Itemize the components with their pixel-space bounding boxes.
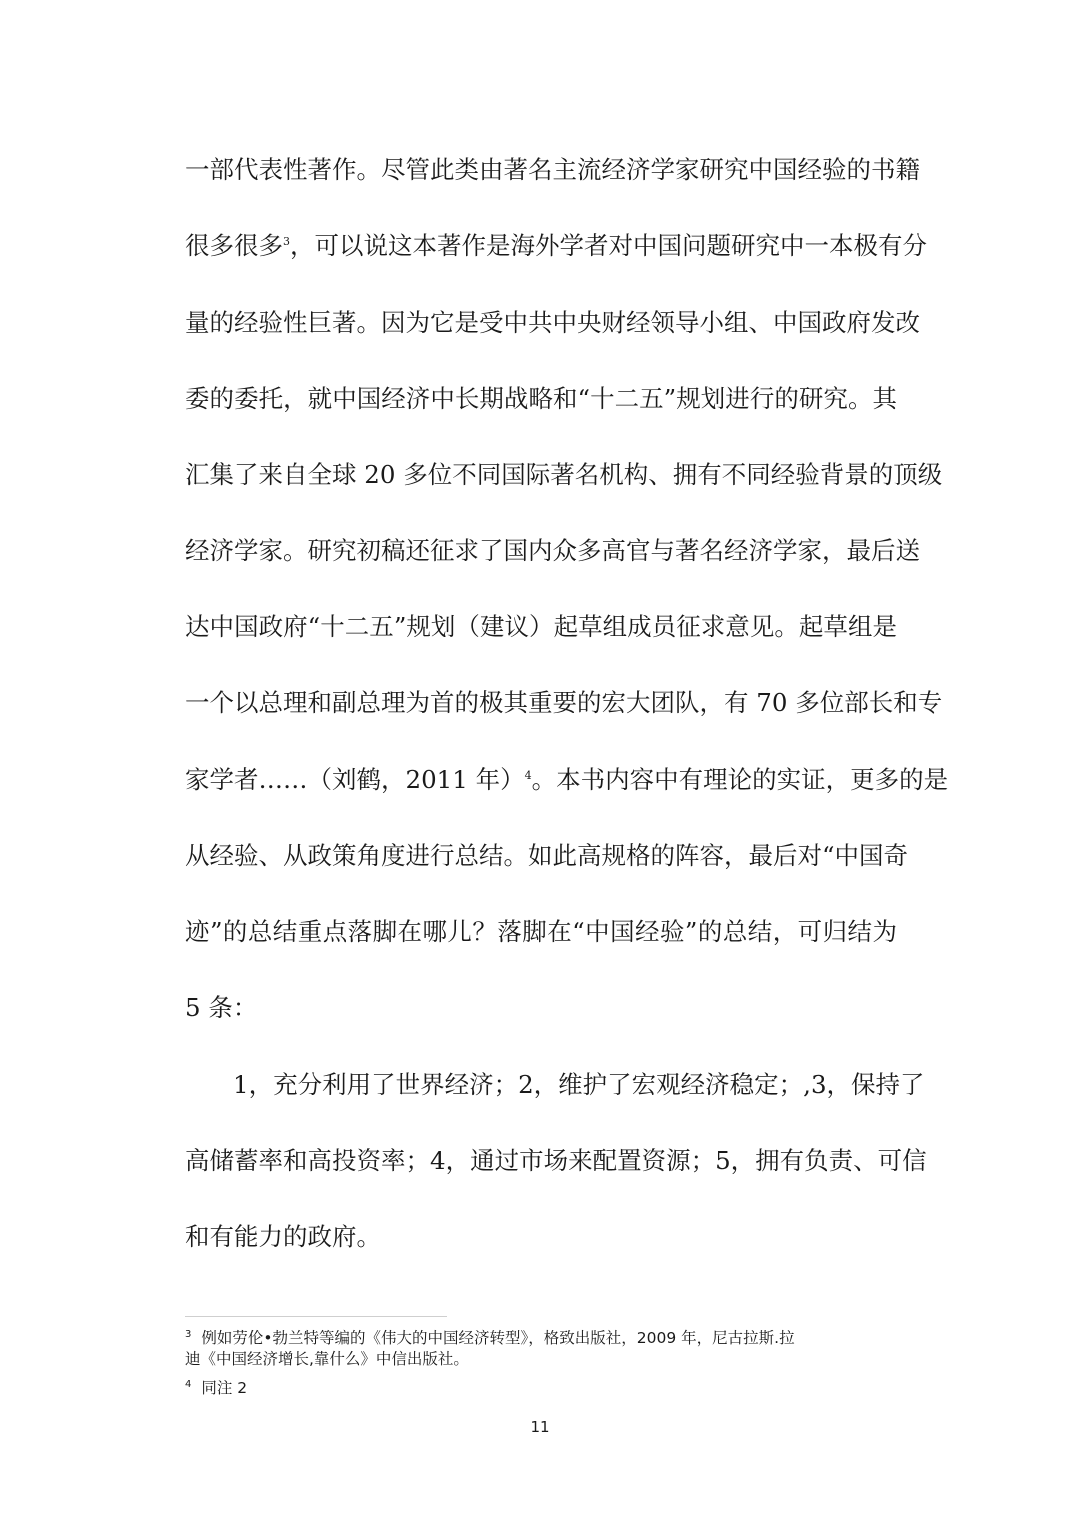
body-text-line: 一个以总理和副总理为首的极其重要的宏大团队，有 70 多位部长和专 — [185, 688, 943, 717]
body-text-line: 家学者……（刘鹤，2011 年）$^4$。本书内容中有理论的实证，更多的是 — [185, 765, 949, 794]
body-text-line: 量的经验性巨著。因为它是受中共中央财经领导小组、中国政府发改 — [185, 308, 920, 337]
list-paragraph-line: 和有能力的政府。 — [185, 1222, 381, 1251]
footnote-ref[interactable]: 3 — [283, 234, 290, 248]
body-text-line: 一部代表性著作。尽管此类由著名主流经济学家研究中国经验的书籍 — [185, 155, 920, 184]
body-text-line: 5 条： — [185, 993, 258, 1022]
body-text-line: 从经验、从政策角度进行总结。如此高规格的阵容，最后对“中国奇 — [185, 841, 909, 870]
footnote-4: $^4$ 同注 2 — [185, 1378, 248, 1397]
footnote-mark: 3 — [185, 1328, 192, 1340]
footnote-ref[interactable]: 4 — [524, 768, 532, 782]
list-paragraph-line: 高储蓄率和高投资率；4，通过市场来配置资源；5，拥有负责、可信 — [185, 1146, 927, 1175]
body-text-line: 经济学家。研究初稿还征求了国内众多高官与著名经济学家，最后送 — [185, 536, 920, 565]
page-number: 11 — [530, 1418, 550, 1436]
body-text-line: 达中国政府“十二五”规划（建议）起草组成员征求意见。起草组是 — [185, 612, 897, 641]
body-text-line: 委的委托，就中国经济中长期战略和“十二五”规划进行的研究。其 — [185, 384, 897, 413]
footnote-mark: 4 — [185, 1378, 192, 1390]
list-paragraph-line: 1，充分利用了世界经济；2，维护了宏观经济稳定；,3，保持了 — [233, 1070, 925, 1099]
body-text-line: 汇集了来自全球 20 多位不同国际著名机构、拥有不同经验背景的顶级 — [185, 460, 943, 489]
footnote-3: $^3$ 例如劳伦•勃兰特等编的《伟大的中国经济转型》，格致出版社，2009 年，尼古拉斯.拉 迪《中国经济增长,靠什么》中信出版社。 — [185, 1328, 795, 1368]
body-text-line: 很多很多$^3$，可以说这本著作是海外学者对中国问题研究中一本极有分 — [185, 231, 927, 260]
body-text-line: 迹”的总结重点落脚在哪儿？落脚在“中国经验”的总结，可归结为 — [185, 917, 897, 946]
footnote-separator — [185, 1316, 447, 1317]
